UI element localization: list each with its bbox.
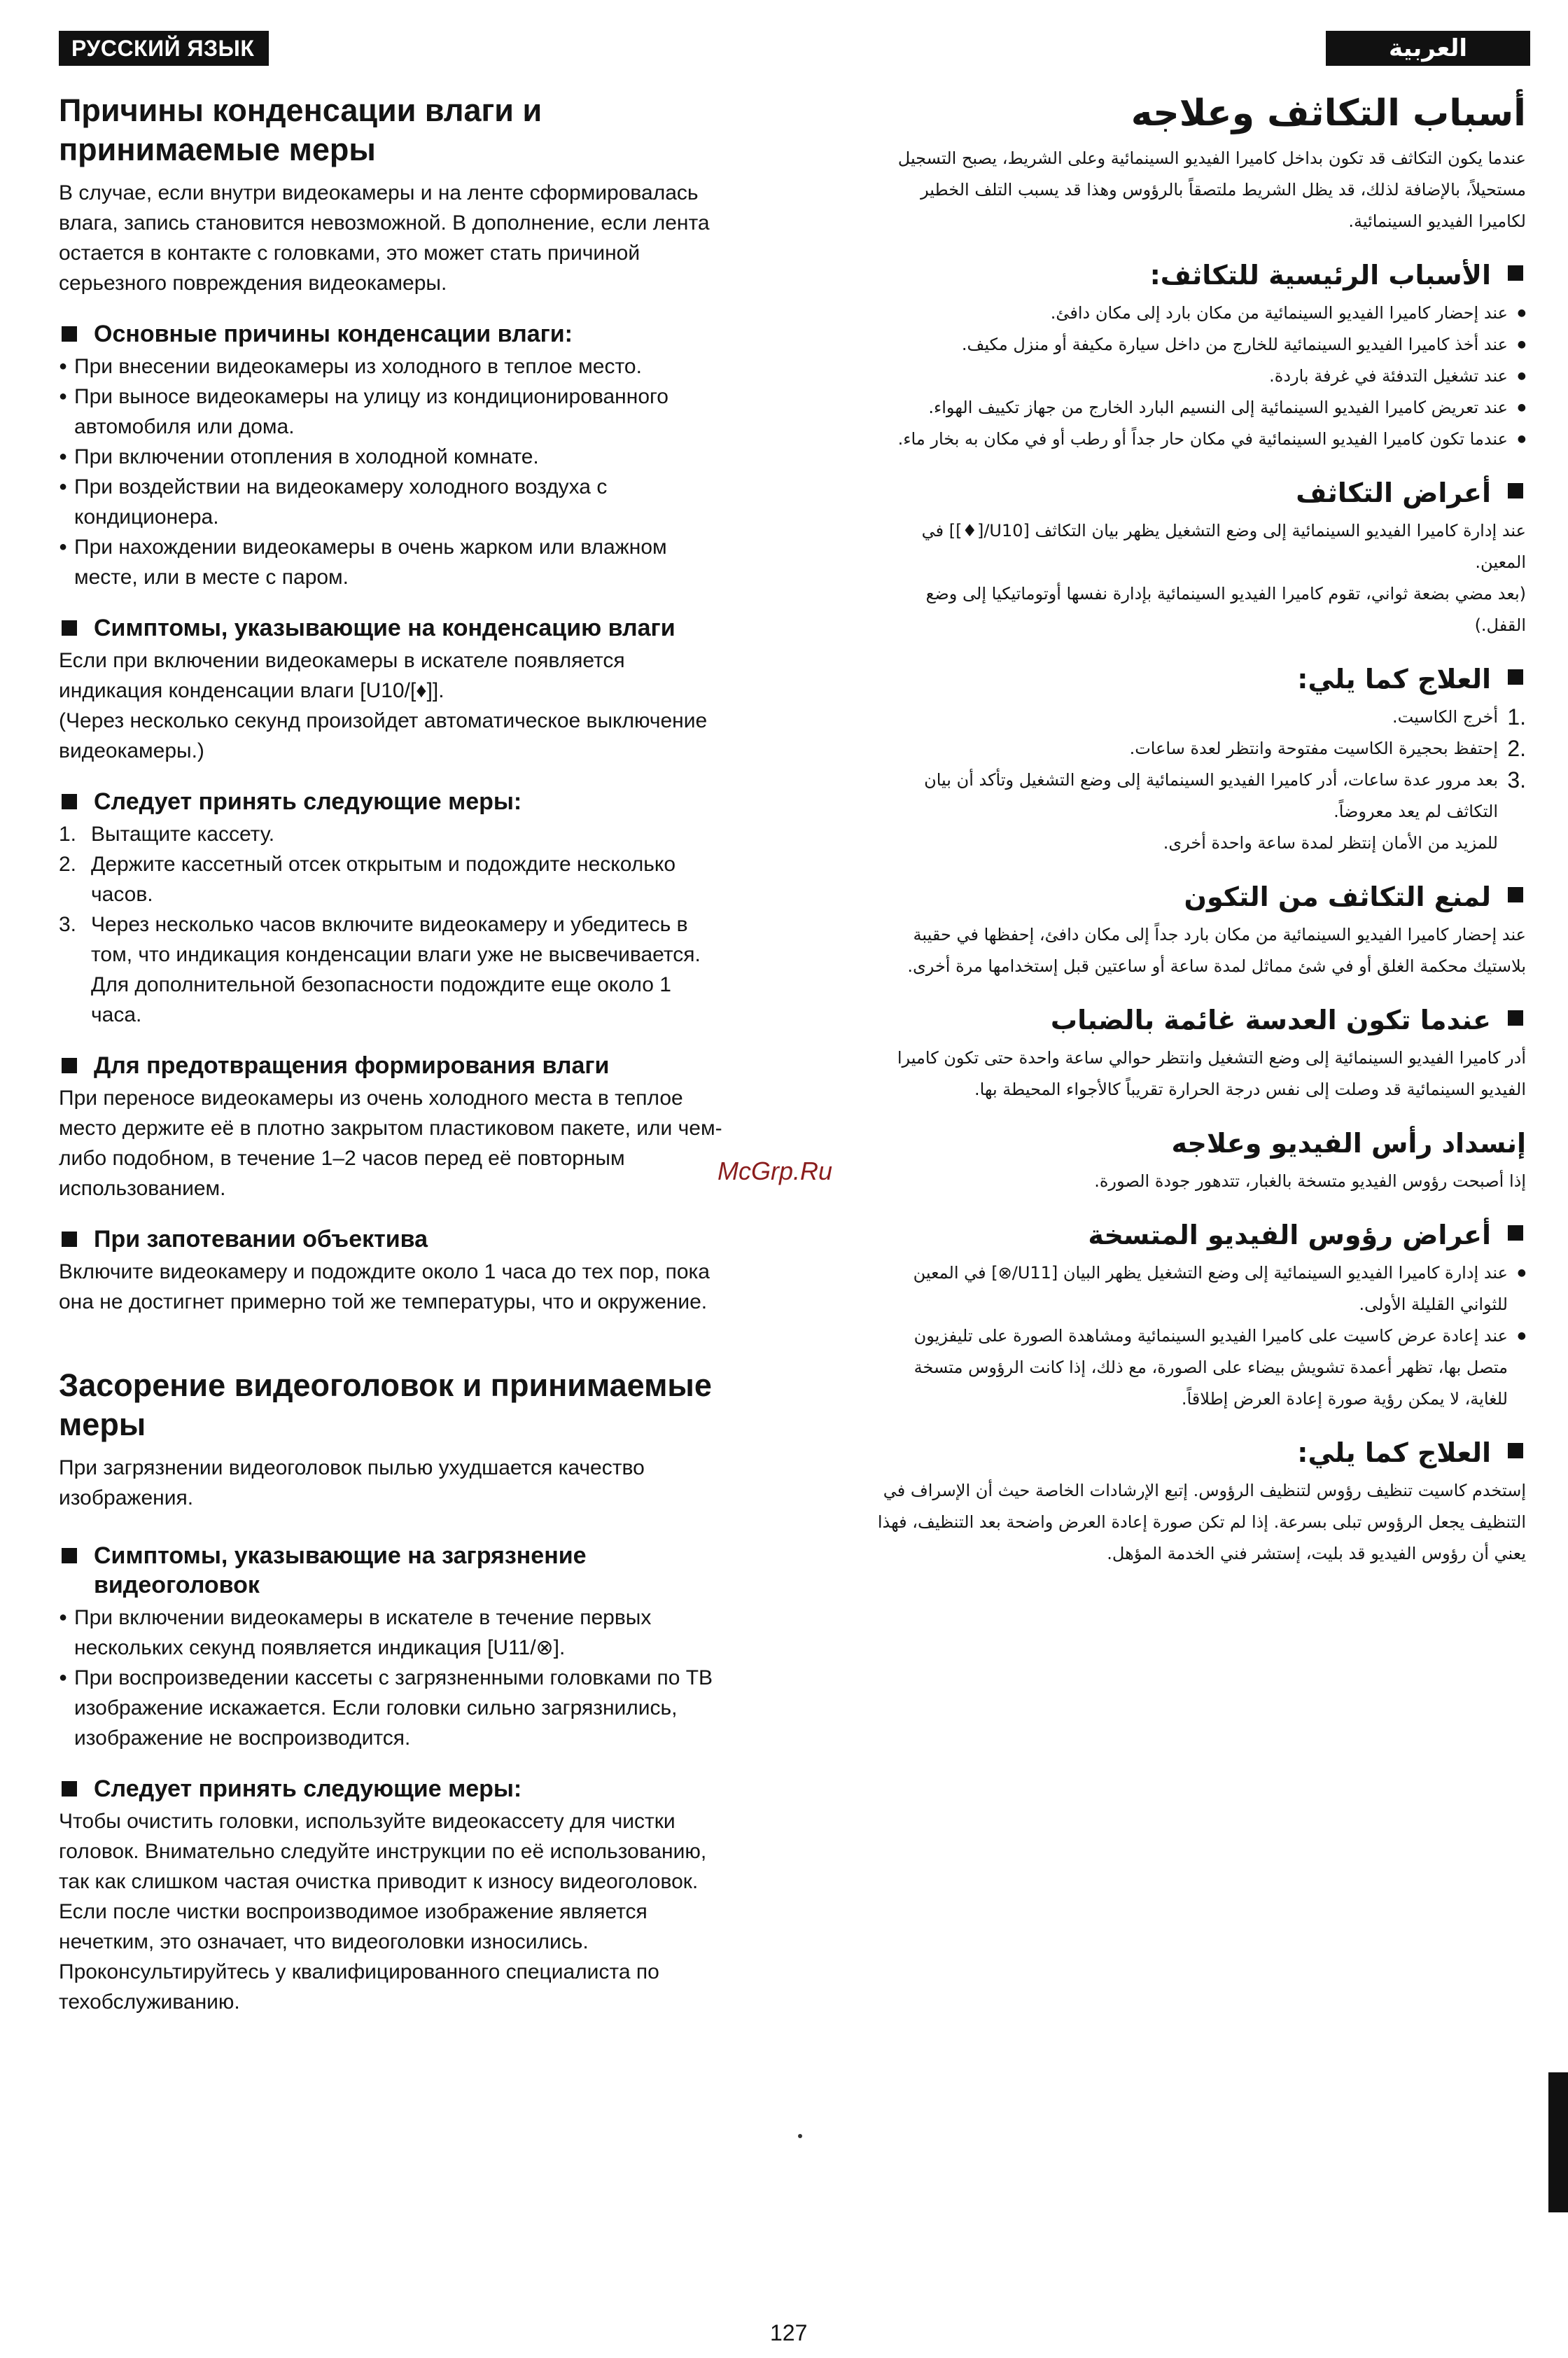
list-number: .1 (1507, 704, 1526, 730)
ru-measures-heading: Следует принять следующие меры: (59, 787, 727, 816)
ar-fog-heading: عندما تكون العدسة غائمة بالضباب (872, 1003, 1526, 1037)
list-item: ● При воздействии на видеокамеру холодного воздуха с кондиционера. (59, 472, 727, 532)
ar-symptoms-note: (بعد مضي بضعة ثواني، تقوم كاميرا الفيديو السينمائية بإدارة نفسها أوتوماتيكيا إلى وضع القفل.) (925, 584, 1526, 635)
ar-prevent-text: عند إحضار كاميرا الفيديو السينمائية من مكان بارد جداً إلى مكان دافئ، إحفظها في حقيبة بلاستيك محكمة الغلق أو في شئ مماثل لمدة ساعة أو ساعتين قبل إستخدامها مرة أخرى. (907, 925, 1526, 976)
ar-prevent-heading: لمنع التكاثف من التكون (872, 880, 1526, 914)
ar-heads-heading: أعراض رؤوس الفيديو المتسخة (872, 1218, 1526, 1252)
ru-causes-list (59, 351, 727, 592)
list-item: ● عند تشغيل التدفئة في غرفة باردة. (872, 361, 1526, 392)
ru-head-measures-heading: Следует принять следующие меры: (59, 1774, 727, 1804)
list-item: ● عند أخذ كاميرا الفيديو السينمائية للخارج من داخل سيارة مكيفة أو منزل مكيف. (872, 329, 1526, 361)
list-item-text: بعد مرور عدة ساعات، أدر كاميرا الفيديو السينمائية إلى وضع التشغيل وتأكد أن بيان التكاثف لم يعد معروضاً. (924, 770, 1498, 821)
ru-condensation-title: Причины конденсации влаги и принимаемые меры (59, 92, 542, 167)
ar-remedy2-text: إستخدم كاسيت تنظيف رؤوس لتنظيف الرؤوس. إتبع الإرشادات الخاصة حيث أن الإسراف في التنظيف يجعل الرؤوس تبلى بسرعة. إذا لم تكن صورة إعادة العرض واضحة بعد التنظيف، فهذا يعني أن رؤوس الفيديو قد بليت، إستشر فني الخدمة المؤهل. (877, 1481, 1526, 1563)
watermark: McGrp.Ru (718, 1157, 833, 1185)
ru-prevent-heading: Для предотвращения формирования влаги (59, 1051, 727, 1080)
ru-fog-text: Включите видеокамеру и подождите около 1 часа до тех пор, пока она не достигнет примерно той же температуры, что и окружение. (59, 1260, 710, 1313)
ar-causes-heading: الأسباب الرئيسية للتكاثف: (872, 258, 1526, 292)
stray-dot (798, 2134, 802, 2138)
list-number: 1. (59, 823, 77, 846)
ar-symptoms-text: عند إدارة كاميرا الفيديو السينمائية إلى وضع التشغيل يظهر بيان التكاثف [U10/[♦]] في المعين. (921, 521, 1526, 572)
ru-prevent-text: При переносе видеокамеры из очень холодного места в теплое место держите её в плотно закрытом пластиковом пакете, или чем-либо подобном, в течение 1–2 часов перед её повторным использованием. (59, 1087, 722, 1200)
list-item-text: أخرج الكاسيت. (1392, 707, 1498, 727)
arabic-column (872, 91, 1526, 1570)
ar-symptoms-heading: أعراض التكاثف (872, 476, 1526, 510)
list-number: .3 (1507, 767, 1526, 793)
ar-causes-list (872, 298, 1526, 455)
list-item (872, 733, 1526, 765)
list-item: ● При включении видеокамеры в искателе в течение первых нескольких секунд появляется индикация [U11/⊗]. (59, 1603, 727, 1663)
list-item-text: Держите кассетный отсек открытым и подождите несколько часов. (91, 853, 676, 906)
ru-fog-heading: При запотевании объектива (59, 1225, 727, 1254)
list-item: ● عند إحضار كاميرا الفيديو السينمائية من مكان بارد إلى مكان دافئ. (872, 298, 1526, 329)
page-edge-tab (1548, 2072, 1568, 2212)
list-number: 3. (59, 913, 77, 936)
ar-remedy2-heading: العلاج كما يلي: (872, 1436, 1526, 1470)
ru-measures-list (59, 819, 727, 970)
list-item: ● عند تعريض كاميرا الفيديو السينمائية إلى النسيم البارد الخارج من جهاز تكييف الهواء. (872, 392, 1526, 424)
ru-condensation-intro: В случае, если внутри видеокамеры и на ленте сформировалась влага, запись становится невозможной. В дополнение, если лента остается в контакте с головками, это может стать причиной серьезного повреждения видеокамеры. (59, 181, 710, 295)
list-item: ● При выносе видеокамеры на улицу из кондиционированного автомобиля или дома. (59, 382, 727, 442)
list-item: ● عند إدارة كاميرا الفيديو السينمائية إلى وضع التشغيل يظهر البيان [U11/⊗] في المعين للثواني القليلة الأولى. (872, 1257, 1526, 1320)
ar-clogging-title: إنسداد رأس الفيديو وعلاجه (1171, 1128, 1526, 1159)
ar-remedy-list (872, 702, 1526, 828)
ru-measures-extra: Для дополнительной безопасности подождите еще около 1 часа. (91, 973, 671, 1026)
list-item: ● При воспроизведении кассеты с загрязненными головками по ТВ изображение искажается. Если головки сильно загрязнились, изображение не воспроизводится. (59, 1663, 727, 1753)
list-item (872, 765, 1526, 828)
language-tab-russian: РУССКИЙ ЯЗЫК (59, 31, 269, 66)
list-number: .2 (1507, 736, 1526, 761)
list-item-text: Через несколько часов включите видеокамеру и убедитесь в том, что индикация конденсации влаги уже не высвечивается. (91, 913, 701, 966)
ar-remedy-extra: للمزيد من الأمان إنتظر لمدة ساعة واحدة أخرى. (1163, 833, 1498, 853)
list-item (59, 909, 727, 970)
list-item: ● عندما تكون كاميرا الفيديو السينمائية في مكان حار جداً أو رطب أو في مكان به بخار ماء. (872, 424, 1526, 455)
ar-condensation-title: أسباب التكاثف وعلاجه (1130, 92, 1526, 134)
list-item (872, 702, 1526, 733)
language-tab-arabic: العربية (1326, 31, 1530, 66)
list-item-text: إحتفظ بحجيرة الكاسيت مفتوحة وانتظر لعدة ساعات. (1129, 739, 1498, 758)
list-item-text: Вытащите кассету. (91, 823, 275, 846)
page-number: 127 (770, 2320, 808, 2345)
ar-clogging-intro: إذا أصبحت رؤوس الفيديو متسخة بالغبار، تتدهور جودة الصورة. (1094, 1171, 1526, 1191)
ru-head-symptoms-heading: Симптомы, указывающие на загрязнение видеоголовок (59, 1541, 727, 1600)
ru-head-measures-text: Чтобы очистить головки, используйте видеокассету для чистки головок. Внимательно следуйте инструкции по её использованию, так как слишком частая очистка приводит к износу видеоголовок. Если после чистки воспроизводимое изображение является нечетким, это означает, что видеоголовки износились. Проконсультируйтесь у квалифицированного специалиста по техобслуживанию. (59, 1810, 707, 2014)
ar-condensation-intro: عندما يكون التكاثف قد تكون بداخل كاميرا الفيديو السينمائية وعلى الشريط، يصبح التسجيل مستحيلاً، بالإضافة لذلك، قد يظل الشريط ملتصقاً بالرؤوس وهذا قد يسبب التلف الخطير لكاميرا الفيديو السينمائية. (897, 148, 1526, 231)
list-item (59, 819, 727, 849)
list-item (59, 849, 727, 909)
ar-heads-list (872, 1257, 1526, 1415)
ru-causes-heading: Основные причины конденсации влаги: (59, 319, 727, 349)
list-item: ● При внесении видеокамеры из холодного в теплое место. (59, 351, 727, 382)
ar-fog-text: أدر كاميرا الفيديو السينمائية إلى وضع التشغيل وانتظر حوالي ساعة واحدة حتى تكون كاميرا الفيديو السينمائية قد وصلت إلى نفس درجة الحرارة تقريباً كالأجواء المحيطة بها. (897, 1048, 1526, 1099)
list-item: ● При нахождении видеокамеры в очень жарком или влажном месте, или в месте с паром. (59, 532, 727, 592)
list-number: 2. (59, 853, 77, 876)
russian-column (59, 91, 727, 2017)
list-item: ● عند إعادة عرض كاسيت على كاميرا الفيديو السينمائية ومشاهدة الصورة على تليفزيون متصل بها، تظهر أعمدة تشويش بيضاء على الصورة، مع ذلك، إذا كانت الرؤوس متسخة للغاية، لا يمكن رؤية صورة إعادة العرض إطلاقاً. (872, 1320, 1526, 1415)
list-item: ● При включении отопления в холодной комнате. (59, 442, 727, 472)
ru-symptoms-note: (Через несколько секунд произойдет автоматическое выключение видеокамеры.) (59, 709, 708, 762)
ru-symptoms-heading: Симптомы, указывающие на конденсацию влаги (59, 613, 727, 643)
ar-remedy-heading: العلاج كما يلي: (872, 662, 1526, 696)
ru-symptoms-text: Если при включении видеокамеры в искателе появляется индикация конденсации влаги [U10/[♦]]. (59, 649, 625, 702)
ru-clogging-intro: При загрязнении видеоголовок пылью ухудшается качество изображения. (59, 1456, 645, 1509)
ru-clogging-title: Засорение видеоголовок и принимаемые меры (59, 1367, 712, 1442)
ru-head-symptoms-list (59, 1603, 727, 1753)
